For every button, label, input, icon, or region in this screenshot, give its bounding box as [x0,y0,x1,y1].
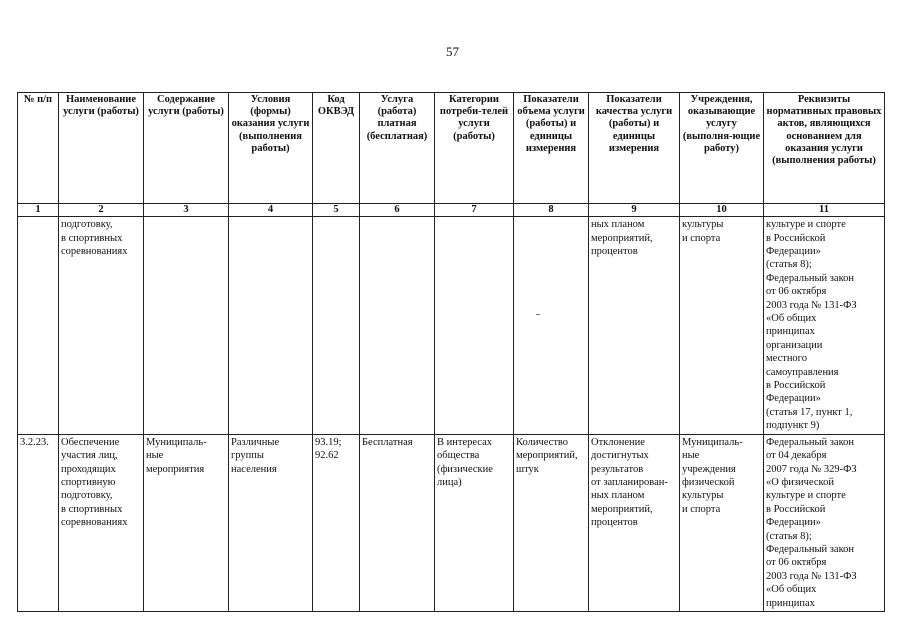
cell-text-line: В интересах [437,436,492,448]
header-cell: № п/п [18,93,59,204]
cell-okved [313,434,360,611]
cell-volume [514,434,589,611]
column-number: 5 [313,204,360,217]
cell-text-line: культуры [682,490,724,502]
cell-conditions [229,217,313,435]
column-number-row [18,204,885,217]
cell-text-line: результатов [591,463,644,475]
cell-institutions [680,434,764,611]
cell-text-line: и спорта [682,232,721,244]
page-number: 57 [446,44,459,59]
cell-service-name [59,217,144,435]
cell-text-line: лица) [437,476,462,488]
column-number: 3 [144,204,229,217]
cell-text-line: 92.62 [315,450,339,462]
cell-text-line: процентов [591,517,638,529]
cell-text-line: культуре и спорте [766,490,846,502]
cell-text-line: Отклонение [591,436,645,448]
cell-text-line: от 04 декабря [766,450,827,462]
cell-text-line: культуры [682,219,724,231]
cell-volume [514,217,589,435]
cell-text-line: подпункт 9) [766,420,820,432]
cell-consumers [435,434,514,611]
cell-text-line: (статья 8); [766,530,812,542]
cell-text-line: Федерации» [766,393,821,405]
table-row [18,217,885,435]
scan-speck [536,314,540,315]
cell-text-line: ных планом [591,490,645,502]
cell-text-line: от запланирован- [591,476,668,488]
cell-text-line: мероприятий, [591,503,653,515]
cell-text-line: подготовку, [61,490,113,502]
cell-text-line: ных планом [591,219,645,231]
cell-text-line: Муниципаль- [146,436,207,448]
header-cell: Учреждения, оказывающие услугу (выполня-ющие работу) [680,93,764,204]
cell-legal-acts [764,217,885,435]
cell-text-line: в Российской [766,503,826,515]
cell-text-line: физической [682,476,735,488]
cell-legal-acts [764,434,885,611]
header-cell: Показатели объема услуги (работы) и единицы измерения [514,93,589,204]
cell-number: 3.2.23. [18,434,59,611]
column-number: 4 [229,204,313,217]
cell-text-line: соревнованиях [61,246,128,258]
cell-text-line: Обеспечение [61,436,120,448]
cell-content [144,217,229,435]
header-cell: Реквизиты нормативных правовых актов, являющихся основанием для оказания услуги (выполнения работы) [764,93,885,204]
cell-consumers [435,217,514,435]
cell-text-line: подготовку, [61,219,113,231]
cell-text-line: в Российской [766,232,826,244]
header-cell: Категории потреби-телей услуги (работы) [435,93,514,204]
cell-content [144,434,229,611]
cell-number [18,217,59,435]
cell-text-line: учреждения [682,463,736,475]
cell-text-line: «Об общих [766,313,817,325]
cell-text-line: группы [231,450,264,462]
cell-text-line: Муниципаль- [682,436,743,448]
cell-paid [360,434,435,611]
cell-text-line: Федеральный закон [766,543,855,555]
cell-text-line: мероприятий, [516,450,578,462]
header-cell: Код ОКВЭД [313,93,360,204]
cell-text-line: соревнованиях [61,517,128,529]
cell-text-line: процентов [591,246,638,258]
cell-text-line: Различные [231,436,280,448]
cell-text-line: принципах [766,597,815,609]
services-table [17,92,885,612]
cell-text-line: в спортивных [61,232,123,244]
column-number: 9 [589,204,680,217]
cell-text-line: населения [231,463,277,475]
column-number: 2 [59,204,144,217]
cell-text-line: 2007 года № 329-ФЗ [766,463,857,475]
cell-text-line: «О физической [766,476,834,488]
cell-text-line: (статья 8); [766,259,812,271]
cell-text-line: в спортивных [61,503,123,515]
cell-quality [589,434,680,611]
header-cell: Услуга (работа) платная (бесплатная) [360,93,435,204]
cell-text-line: (статья 17, пункт 1, [766,406,853,418]
cell-text-line: достигнутых [591,450,649,462]
column-number: 10 [680,204,764,217]
column-number: 6 [360,204,435,217]
cell-text-line: мероприятия [146,463,205,475]
cell-text-line: местного [766,353,807,365]
cell-text-line: Федеральный закон [766,272,855,284]
table-row [18,434,885,611]
column-number: 11 [764,204,885,217]
cell-text-line: участия лиц, [61,450,118,462]
cell-text-line: штук [516,463,539,475]
cell-text-line: Федерации» [766,517,821,529]
cell-text-line: в Российской [766,380,826,392]
cell-service-name [59,434,144,611]
cell-text-line: ные [682,450,700,462]
column-number: 1 [18,204,59,217]
cell-text-line: проходящих [61,463,116,475]
header-cell: Наименование услуги (работы) [59,93,144,204]
cell-text-line: организации [766,339,823,351]
cell-text-line: культуре и спорте [766,219,846,231]
cell-text-line: Федеральный закон [766,436,855,448]
cell-text-line: Федерации» [766,246,821,258]
cell-conditions [229,434,313,611]
cell-text-line: 93.19; [315,436,342,448]
column-number: 7 [435,204,514,217]
cell-text-line: принципах [766,326,815,338]
cell-text-line: ные [146,450,164,462]
cell-quality [589,217,680,435]
cell-text-line: от 06 октября [766,286,827,298]
cell-text-line: спортивную [61,476,116,488]
header-cell: Содержание услуги (работы) [144,93,229,204]
cell-text-line: Бесплатная [362,436,413,448]
cell-text-line: (физические [437,463,493,475]
cell-text-line: 2003 года № 131-ФЗ [766,299,857,311]
cell-text-line: общества [437,450,480,462]
cell-text-line: и спорта [682,503,721,515]
cell-text-line: от 06 октября [766,557,827,569]
column-number: 8 [514,204,589,217]
cell-text-line: мероприятий, [591,232,653,244]
cell-paid [360,217,435,435]
cell-okved [313,217,360,435]
cell-institutions [680,217,764,435]
header-row [18,93,885,204]
cell-text-line: 2003 года № 131-ФЗ [766,570,857,582]
cell-text-line: «Об общих [766,584,817,596]
cell-text-line: Количество [516,436,569,448]
header-cell: Показатели качества услуги (работы) и единицы измерения [589,93,680,204]
cell-text-line: самоуправления [766,366,839,378]
header-cell: Условия (формы) оказания услуги (выполнения работы) [229,93,313,204]
